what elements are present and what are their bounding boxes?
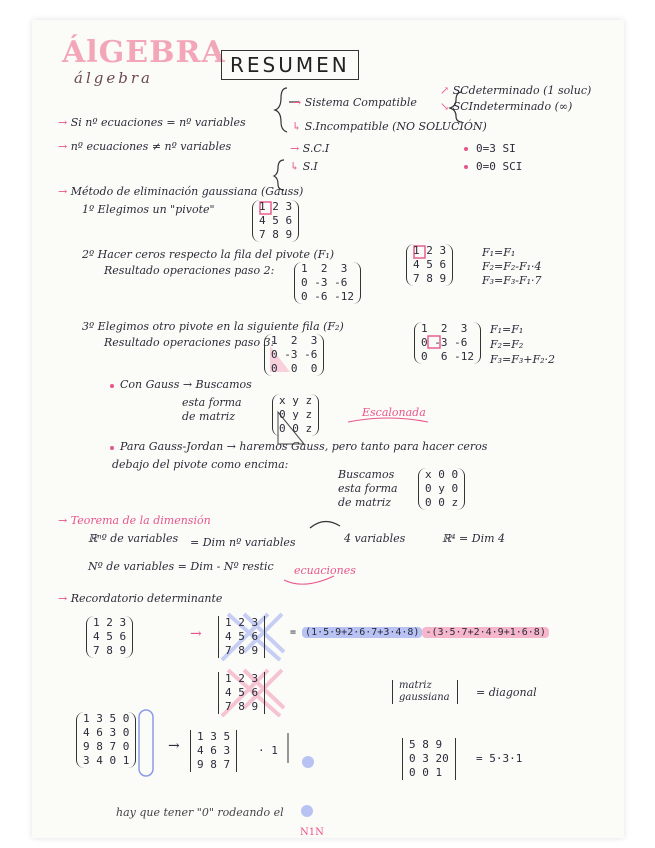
- matrix-row: 4 5 6: [225, 630, 259, 643]
- formula-negative: -(3·5·7+2·4·9+1·6·8): [422, 627, 548, 638]
- matrix-row: 0 -3 -6: [271, 348, 318, 361]
- matrix-row: 1 2 3: [225, 616, 259, 629]
- matrix-row: 1 2 3: [93, 616, 127, 629]
- matrix-pivot: [252, 200, 299, 242]
- bullet: [464, 165, 468, 169]
- matrix-row: x 0 0: [425, 468, 459, 481]
- matrix-paso3-result: [264, 334, 324, 376]
- si-short-text: S.I: [302, 160, 318, 173]
- matrix-row: 0 0 0: [271, 362, 318, 375]
- matrix-escalonada: [272, 394, 319, 436]
- arrow-to-sarrus: →: [190, 626, 202, 642]
- gauss-jordan-line2: debajo del pivote como encima:: [112, 458, 289, 471]
- arrow-to-minor: →: [168, 738, 180, 754]
- dim-line2-b: ecuaciones: [294, 564, 356, 577]
- matrix-row: 7 8 9: [413, 272, 447, 285]
- matrix-row: 0 y 0: [425, 482, 459, 495]
- matrix-row: 1 2 3: [271, 334, 318, 347]
- matrix-row: 4 5 6: [413, 258, 447, 271]
- matrix-row: x y z: [279, 394, 313, 407]
- paso2-line1: 2º Hacer ceros respecto la fila del pivote (F₁): [82, 248, 335, 261]
- matriz-gaussiana-box: [392, 680, 458, 704]
- op-row: F₂=F₂: [490, 338, 524, 351]
- dimension-heading-text: Teorema de la dimensión: [70, 514, 211, 527]
- matrix-row: 0 -3 -6: [301, 276, 348, 289]
- matrix-row: 1 2 3: [259, 200, 293, 213]
- op-row: F₃=F₃-F₁·7: [482, 274, 542, 287]
- s-incompatible: ↳ S.Incompatible (NO SOLUCIÓN): [292, 120, 487, 133]
- de-matriz-2: de matriz: [338, 496, 392, 509]
- paso1: 1º Elegimos un "pivote": [82, 203, 215, 216]
- title-algebra-cursive: álgebra: [74, 69, 153, 87]
- notebook-page: [32, 20, 624, 838]
- paso3-line1: 3º Elegimos otro pivote en la siguiente fila (F₂): [82, 320, 344, 333]
- op-row: F₁=F₁: [482, 246, 516, 259]
- case-sci: 0=0 SCI: [476, 160, 523, 173]
- si-short: ↳ S.I: [290, 160, 318, 173]
- dim-line1-a: ℝⁿº de variables: [88, 532, 179, 545]
- matrix-row: 4 5 6: [225, 686, 259, 699]
- dim-line2-a: Nº de variables = Dim - Nº restic: [88, 560, 274, 573]
- matrix-row: 0 0 z: [279, 422, 313, 435]
- matrix-row: 4 6 3: [197, 744, 231, 757]
- matrix-row: 7 8 9: [225, 700, 259, 713]
- de-matriz: de matriz: [182, 410, 236, 423]
- gauss-jordan-line1: Para Gauss-Jordan → haremos Gauss, pero tanto para hacer ceros: [120, 440, 488, 453]
- si-ecuaciones-igual-text: Si nº ecuaciones = nº variables: [70, 116, 246, 129]
- matrix-row: 1 2 3: [413, 244, 447, 257]
- matrix-row: 4 5 6: [259, 214, 293, 227]
- op-row: F₁=F₁: [490, 323, 524, 336]
- gauss-heading-text: Método de eliminación gaussiana (Gauss): [70, 185, 304, 198]
- op-row: F₂=F₂-F₁·4: [482, 260, 542, 273]
- con-gauss: Con Gauss → Buscamos: [120, 378, 252, 391]
- si-ecuaciones-igual: → Si nº ecuaciones = nº variables: [58, 116, 246, 129]
- paso3-line2: Resultado operaciones paso 3:: [104, 336, 275, 349]
- matrix-row: 7 8 9: [259, 228, 293, 241]
- esta-forma: esta forma: [182, 396, 242, 409]
- matrix-row: 1 3 5: [197, 730, 231, 743]
- matrix-row: 1 3 5 0: [83, 712, 130, 725]
- escalonada-label: Escalonada: [362, 406, 426, 419]
- sistema-compatible: → Sistema Compatible: [292, 96, 417, 109]
- matriz-gaussiana-label: matriz gaussiana: [399, 680, 450, 703]
- matrix-row: 7 8 9: [225, 644, 259, 657]
- esta-forma-2: esta forma: [338, 482, 398, 495]
- dim-line1-c: 4 variables: [344, 532, 406, 545]
- note-zeros: hay que tener "0" rodeando el: [116, 806, 284, 819]
- sci-short: → S.C.I: [290, 142, 330, 155]
- gauss-heading: → Método de eliminación gaussiana (Gauss): [58, 185, 304, 198]
- matrix-minor: [190, 730, 237, 772]
- sci-short-text: S.C.I: [302, 142, 330, 155]
- dimension-heading: → Teorema de la dimensión: [58, 514, 211, 527]
- formula-positive: (1·5·9+2·6·7+3·4·8): [302, 627, 422, 638]
- paso2-line2: Resultado operaciones paso 2:: [104, 264, 275, 277]
- matrix-row: 9 8 7: [197, 758, 231, 771]
- bullet: [110, 446, 114, 450]
- diagonal-label: = diagonal: [476, 686, 537, 699]
- matrix-det: [86, 616, 133, 658]
- bullet: [464, 147, 468, 151]
- sarrus-positive: [218, 616, 265, 658]
- matrix-row: 1 2 3: [421, 322, 468, 335]
- ops-paso2: [482, 246, 542, 288]
- determinante-heading: → Recordatorio determinante: [58, 592, 223, 605]
- matrix-triangular: [402, 738, 456, 780]
- matrix-row: 7 8 9: [93, 644, 127, 657]
- sci-label: ↘ SCIndeterminado (∞): [440, 100, 573, 113]
- matrix-row: 0 -3 -6: [421, 336, 468, 349]
- matrix-row: 1 2 3: [301, 262, 348, 275]
- ecuaciones-distinto-text: nº ecuaciones ≠ nº variables: [70, 140, 232, 153]
- matrix-row: 3 4 0 1: [83, 754, 130, 767]
- matrix-row: 4 5 6: [93, 630, 127, 643]
- det-formula: = (1·5·9+2·6·7+3·4·8) -(3·5·7+2·4·9+1·6·8): [290, 626, 549, 639]
- matrix-row: 0 0 1: [409, 766, 443, 779]
- matrix-row: 0 0 z: [425, 496, 459, 509]
- dim-line1-d: ℝ⁴ = Dim 4: [442, 532, 506, 545]
- matrix-row: 0 y z: [279, 408, 313, 421]
- scd-text: SCdeterminado (1 soluc): [452, 84, 592, 97]
- matrix-row: 0 -6 -12: [301, 290, 354, 303]
- title-algebra-outline: ÁlGEBRA: [62, 35, 226, 70]
- s-incompatible-text: S.Incompatible (NO SOLUCIÓN): [304, 120, 487, 133]
- matrix-diagonal: [418, 468, 465, 510]
- ops-paso3: [490, 322, 555, 367]
- scd-label: ↗ SCdeterminado (1 soluc): [440, 84, 592, 97]
- matrix-row: 0 6 -12: [421, 350, 474, 363]
- resumen-title-box: RESUMEN: [221, 50, 359, 80]
- matrix-row: 4 6 3 0: [83, 726, 130, 739]
- bullet: [110, 384, 114, 388]
- ecuaciones-distinto: → nº ecuaciones ≠ nº variables: [58, 140, 232, 153]
- dim-line1-b: = Dim nº variables: [190, 536, 296, 549]
- matrix-paso2-ops: [406, 244, 453, 286]
- buscamos: Buscamos: [338, 468, 395, 481]
- matrix-row: 5 8 9: [409, 738, 443, 751]
- case-si: 0=3 SI: [476, 142, 516, 155]
- matrix-row: 9 8 7 0: [83, 740, 130, 753]
- sarrus-negative: [218, 672, 265, 714]
- times-one: · 1: [258, 744, 278, 757]
- sistema-compatible-text: Sistema Compatible: [304, 96, 417, 109]
- matrix-paso2-result: [294, 262, 361, 304]
- matrix-paso3-ops: [414, 322, 481, 364]
- matrix-row: 0 3 20: [409, 752, 449, 765]
- page-footer: N1N: [300, 827, 324, 838]
- matrix-4x4: [76, 712, 136, 768]
- determinante-heading-text: Recordatorio determinante: [70, 592, 223, 605]
- matrix-row: 1 2 3: [225, 672, 259, 685]
- op-row: F₃=F₃+F₂·2: [490, 353, 556, 366]
- sci-text: SCIndeterminado (∞): [452, 100, 573, 113]
- tri-result: = 5·3·1: [476, 752, 523, 765]
